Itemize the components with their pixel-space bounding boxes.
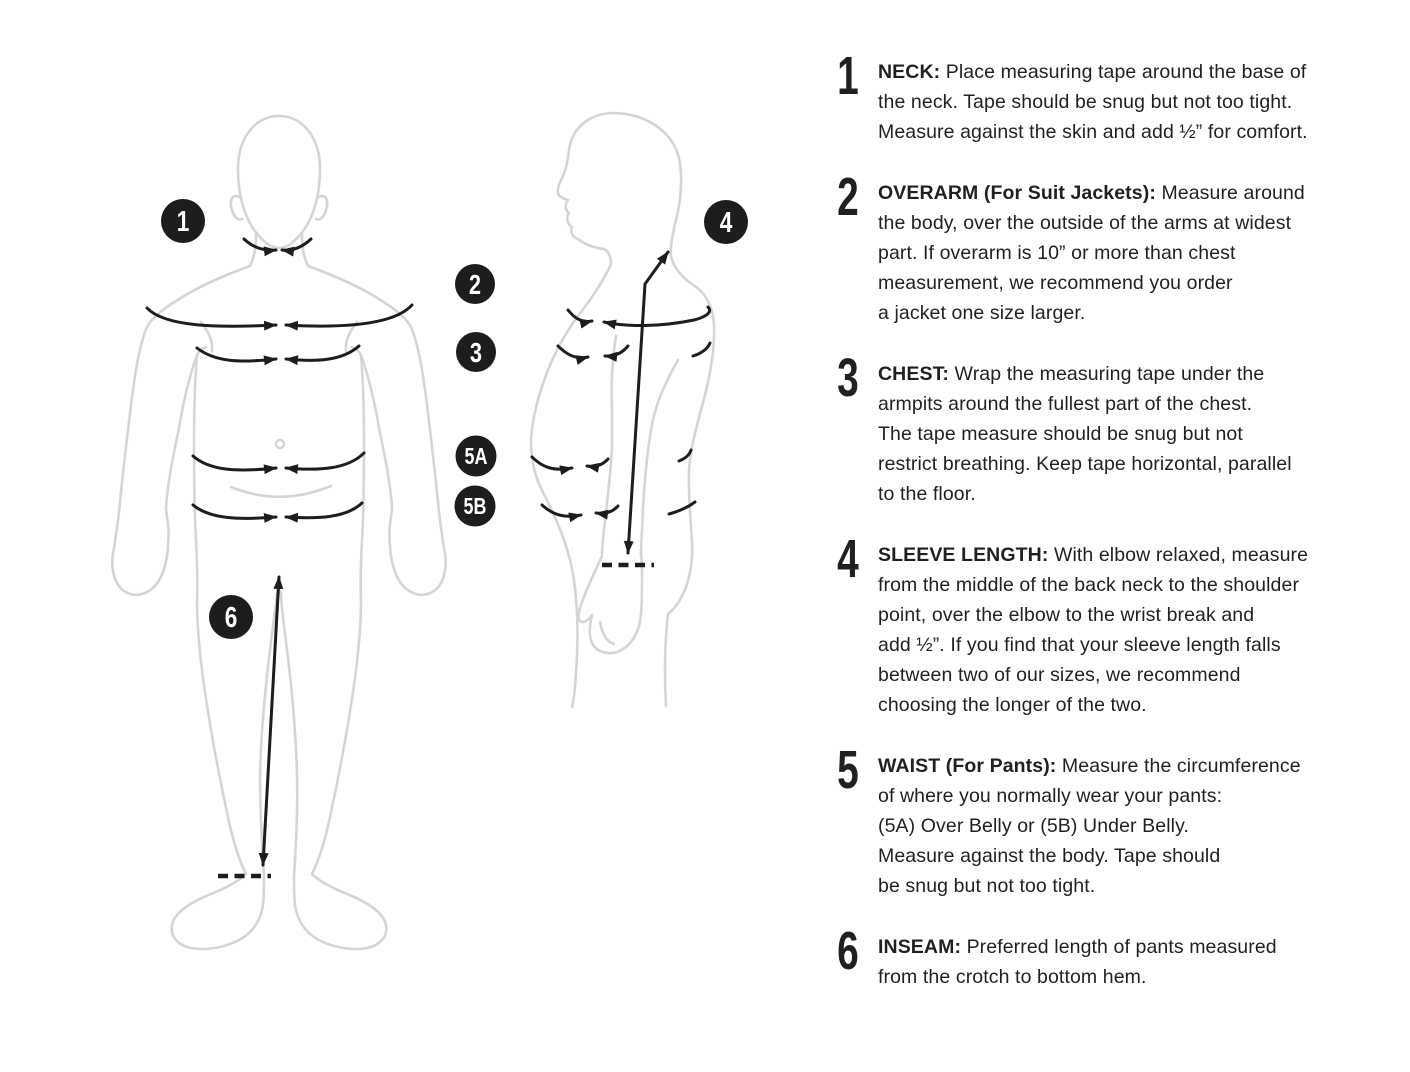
side-hand bbox=[579, 555, 642, 653]
side-arm-back bbox=[641, 360, 678, 555]
front-left-foot bbox=[172, 874, 264, 949]
side-chest-right bbox=[605, 346, 628, 356]
overarm-measure-left bbox=[147, 308, 276, 326]
badge-chest-label: 3 bbox=[469, 337, 483, 369]
instruction-label: WAIST (For Pants): bbox=[878, 755, 1057, 777]
instruction-line: be snug but not too tight. bbox=[878, 875, 1096, 897]
instruction-line: restrict breathing. Keep tape horizontal, parallel bbox=[878, 453, 1292, 475]
front-right-foot bbox=[294, 874, 386, 949]
chest-measure-left bbox=[197, 348, 276, 361]
instruction-line: armpits around the fullest part of the chest. bbox=[878, 393, 1253, 415]
instruction-label: SLEEVE LENGTH: bbox=[878, 544, 1049, 566]
instruction-line: Measure against the body. Tape should bbox=[878, 845, 1221, 867]
instruction-line: a jacket one size larger. bbox=[878, 302, 1086, 324]
instruction-line: measurement, we recommend you order bbox=[878, 272, 1233, 294]
front-right-inner-leg bbox=[281, 594, 297, 877]
instruction-number: 3 bbox=[837, 348, 859, 408]
instruction-number: 5 bbox=[837, 740, 859, 800]
side-waist-over-left bbox=[532, 457, 572, 469]
instruction-line: the body, over the outside of the arms at widest bbox=[878, 212, 1292, 234]
instruction-text bbox=[878, 57, 1308, 147]
instruction-label: CHEST: bbox=[878, 363, 950, 385]
badge-waist-over-belly bbox=[456, 436, 497, 477]
badge-waist-under-belly bbox=[455, 486, 496, 527]
badge-waist-over-belly-label: 5A bbox=[464, 443, 488, 470]
side-waist-under-left bbox=[542, 505, 581, 516]
instruction-item-sleeve-length bbox=[826, 529, 1386, 720]
instruction-line: from the crotch to bottom hem. bbox=[878, 966, 1147, 988]
side-head-back bbox=[612, 113, 696, 287]
instruction-line: from the middle of the back neck to the shoulder bbox=[878, 574, 1300, 596]
badge-sleeve-length bbox=[704, 200, 748, 244]
instruction-line: choosing the longer of the two. bbox=[878, 694, 1147, 716]
front-body-figure bbox=[112, 116, 445, 949]
sleeve-measure-arrow bbox=[628, 252, 668, 553]
front-right-arm bbox=[308, 266, 446, 595]
front-head bbox=[238, 116, 320, 248]
side-chest-left bbox=[558, 346, 588, 358]
badge-sleeve-length-label: 4 bbox=[719, 205, 733, 239]
instruction-label: OVERARM (For Suit Jackets): bbox=[878, 182, 1156, 204]
instruction-text bbox=[878, 932, 1277, 992]
instruction-line: Wrap the measuring tape under the bbox=[949, 363, 1265, 385]
instruction-number: 4 bbox=[837, 529, 859, 589]
instruction-text bbox=[878, 359, 1292, 509]
instruction-label: NECK: bbox=[878, 61, 941, 83]
instruction-line: part. If overarm is 10” or more than chest bbox=[878, 242, 1236, 264]
instruction-line: between two of our sizes, we recommend bbox=[878, 664, 1241, 686]
badge-neck bbox=[161, 199, 205, 243]
instruction-item-inseam bbox=[826, 921, 1386, 992]
front-neck-right bbox=[302, 233, 308, 266]
badge-overarm bbox=[455, 264, 495, 304]
instruction-item-waist bbox=[826, 740, 1386, 901]
side-chest-back-hook bbox=[693, 343, 710, 356]
badge-chest bbox=[456, 332, 496, 372]
side-body-figure bbox=[531, 113, 714, 707]
waist-under-measure-left bbox=[193, 505, 276, 518]
front-right-side bbox=[312, 355, 364, 874]
instruction-line: The tape measure should be snug but not bbox=[878, 423, 1243, 445]
instruction-item-neck bbox=[826, 46, 1386, 147]
badge-overarm-label: 2 bbox=[468, 269, 482, 301]
instruction-line: (5A) Over Belly or (5B) Under Belly. bbox=[878, 815, 1189, 837]
instruction-number: 6 bbox=[837, 921, 859, 981]
chest-measure-right bbox=[286, 346, 359, 360]
instruction-text bbox=[878, 540, 1308, 720]
neck-measure-right bbox=[282, 239, 311, 250]
instruction-number: 2 bbox=[837, 167, 859, 227]
front-neck-left bbox=[250, 233, 256, 266]
badge-neck-label: 1 bbox=[176, 204, 190, 238]
instruction-item-overarm bbox=[826, 167, 1386, 328]
badge-inseam bbox=[209, 595, 253, 639]
instruction-line: Preferred length of pants measured bbox=[961, 936, 1277, 958]
instruction-line: of where you normally wear your pants: bbox=[878, 785, 1223, 807]
inseam-measure-arrow bbox=[263, 577, 279, 865]
instruction-line: Measure against the skin and add ½” for comfort. bbox=[878, 121, 1308, 143]
instruction-line: Place measuring tape around the base of bbox=[940, 61, 1307, 83]
waist-over-measure-right bbox=[286, 453, 364, 469]
instruction-number: 1 bbox=[837, 46, 859, 106]
side-head-profile bbox=[558, 113, 612, 264]
front-navel bbox=[276, 440, 284, 448]
side-hand-finger-line bbox=[600, 622, 614, 644]
measurement-marks bbox=[147, 239, 710, 876]
instruction-line: the neck. Tape should be snug but not too tight. bbox=[878, 91, 1293, 113]
side-arm-front bbox=[602, 336, 616, 554]
instructions-panel bbox=[826, 46, 1386, 1023]
badge-waist-under-belly-label: 5B bbox=[463, 493, 487, 520]
instruction-text bbox=[878, 178, 1305, 328]
waist-under-measure-right bbox=[286, 503, 362, 518]
instruction-line: point, over the elbow to the wrist break and bbox=[878, 604, 1255, 626]
instruction-line: Measure the circumference bbox=[1056, 755, 1301, 777]
side-front-torso bbox=[531, 264, 611, 707]
instruction-line: to the floor. bbox=[878, 483, 976, 505]
instruction-line: Measure around bbox=[1155, 182, 1305, 204]
front-belly-crease bbox=[231, 486, 331, 497]
instruction-line: add ½”. If you find that your sleeve length falls bbox=[878, 634, 1281, 656]
instruction-text bbox=[878, 751, 1301, 901]
side-waist-over-right bbox=[587, 459, 608, 466]
instruction-label: INSEAM: bbox=[878, 936, 962, 958]
instruction-item-chest bbox=[826, 348, 1386, 509]
instruction-line: With elbow relaxed, measure bbox=[1048, 544, 1309, 566]
badge-inseam-label: 6 bbox=[224, 600, 238, 634]
side-overarm-right bbox=[604, 307, 710, 326]
front-left-arm bbox=[112, 266, 250, 595]
waist-over-measure-left bbox=[193, 456, 276, 470]
